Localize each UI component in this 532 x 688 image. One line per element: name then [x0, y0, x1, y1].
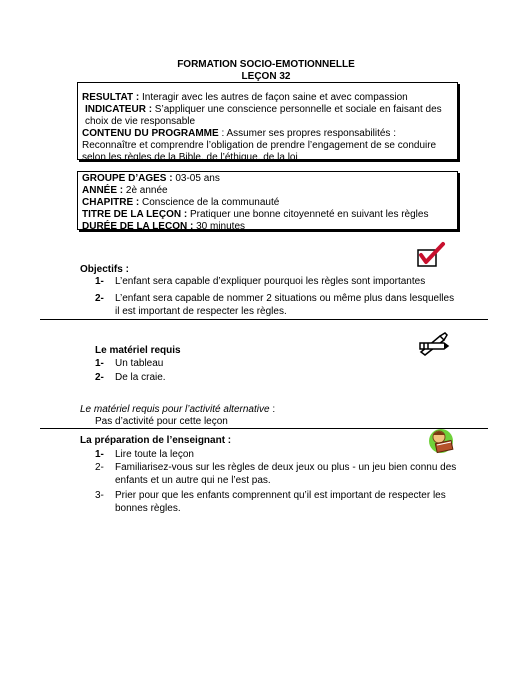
indicateur-text: S’appliquer une conscience personnelle et sociale en faisant des choix de vie responsable [85, 104, 442, 127]
chapitre-label: CHAPITRE : [82, 197, 140, 208]
list-text: L’enfant sera capable d’expliquer pourquoi les règles sont importantes [115, 276, 426, 287]
checkbox-check-icon [415, 241, 447, 269]
objectifs-heading: Objectifs : [80, 264, 129, 275]
list-text: Un tableau [115, 358, 164, 369]
annee-label: ANNÉE : [82, 185, 124, 196]
alternative-heading-suffix: : [269, 404, 276, 415]
list-item [95, 371, 395, 385]
titre-text: Pratiquer une bonne citoyenneté en suivant les règles [187, 209, 429, 220]
list-text: L’enfant sera capable de nommer 2 situations ou même plus dans lesquelles il est important de respecter les règles. [115, 293, 455, 317]
preparation-heading: La préparation de l’enseignant : [80, 435, 232, 446]
list-item [95, 489, 460, 515]
lesson-details-box [77, 171, 458, 230]
annee-text: 2è année [123, 185, 168, 196]
groupe-text: 03-05 ans [172, 173, 220, 184]
list-item [95, 461, 460, 487]
divider [40, 428, 488, 429]
list-number: 3- [95, 490, 104, 501]
indicateur-line [82, 104, 453, 128]
list-text: De la craie. [115, 372, 166, 383]
contenu-label: CONTENU DU PROGRAMME [82, 128, 219, 139]
list-item [95, 448, 460, 461]
resultat-label: RESULTAT : [82, 92, 140, 103]
materiel-list [95, 357, 395, 385]
resultat-line [82, 92, 453, 104]
program-info-box [77, 82, 458, 163]
lesson-number: LEÇON 32 [241, 71, 291, 82]
document-title: FORMATION SOCIO-EMOTIONNELLE [177, 59, 355, 70]
list-number: 2- [95, 293, 104, 304]
resultat-text: Interagir avec les autres de façon saine et avec compassion [139, 92, 408, 103]
indicateur-label: INDICATEUR : [85, 104, 153, 115]
groupe-line [82, 173, 453, 185]
list-text: Lire toute la leçon [115, 449, 194, 460]
annee-line [82, 185, 453, 197]
alternative-text: Pas d’activité pour cette leçon [95, 416, 228, 427]
contenu-text: : Assumer ses propres responsabilités : Reconnaître et comprendre l’obligation de prendre l’engagement de se conduire selon les règles de la Bible, de l’éthique, de la loi [82, 128, 437, 163]
list-number: 1- [95, 276, 104, 287]
list-item [95, 292, 460, 318]
groupe-label: GROUPE D’AGES : [82, 173, 173, 184]
duree-label: DURÉE DE LA LEÇON : [82, 221, 194, 232]
preparation-list [95, 448, 460, 515]
list-number: 1- [95, 358, 104, 369]
contenu-line [82, 128, 453, 164]
list-number: 1- [95, 449, 104, 460]
chapitre-text: Conscience de la communauté [139, 197, 280, 208]
duree-text: 30 minutes [193, 221, 246, 232]
alternative-heading [80, 404, 275, 416]
list-item [95, 276, 460, 288]
divider [40, 319, 488, 320]
chapitre-line [82, 197, 453, 209]
pencil-crayon-icon [418, 332, 450, 356]
duree-line [82, 221, 453, 233]
objectifs-list [95, 276, 460, 318]
titre-label: TITRE DE LA LEÇON : [82, 209, 188, 220]
list-item [95, 357, 395, 371]
materiel-heading: Le matériel requis [95, 345, 181, 356]
list-text: Prier pour que les enfants comprennent qu’il est important de respecter les bonnes règles. [115, 490, 446, 514]
list-number: 2- [95, 462, 104, 473]
alternative-heading-text: Le matériel requis pour l’activité alternative [80, 404, 270, 415]
list-number: 2- [95, 372, 104, 383]
list-text: Familiarisez-vous sur les règles de deux jeux ou plus - un jeu bien connu des enfants et un autre qui ne l’est pas. [115, 462, 457, 486]
titre-line [82, 209, 453, 221]
